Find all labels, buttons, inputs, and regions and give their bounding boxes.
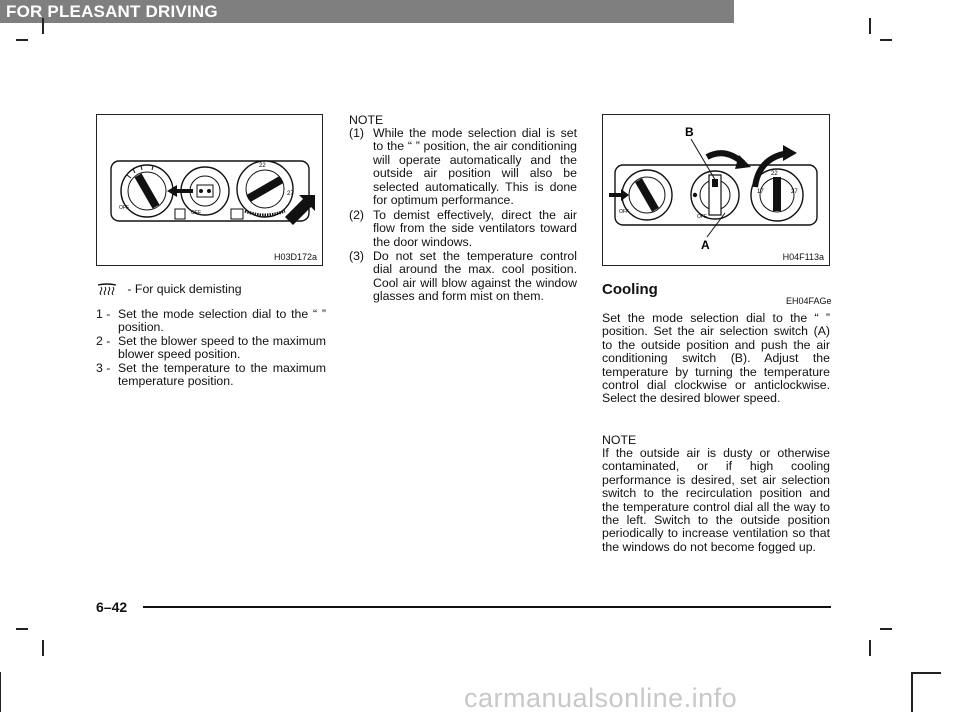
step-text: Set the mode selection dial to the “ ” position. xyxy=(118,307,326,335)
note-number: (2) xyxy=(349,208,365,222)
note-text: To demist effectively, direct the air flow from the side ventilators toward the door windows. xyxy=(373,208,577,249)
dial-label-off-2: OFF xyxy=(697,214,707,220)
crop-mark xyxy=(880,39,892,41)
page-number: 6–42 xyxy=(96,599,128,615)
note-text: While the mode selection dial is set to the “ ” position, the air conditioning will operate automatically and the outside air position will also be selected automatically. This is done for optimum performance. xyxy=(373,126,577,208)
dial-label-27: 27 xyxy=(287,191,294,197)
figure-label-b: B xyxy=(685,125,694,139)
figure-code: H04F113a xyxy=(782,252,824,262)
demist-legend-text: - For quick demisting xyxy=(127,282,242,296)
climate-control-panel-illustration xyxy=(97,115,322,265)
step-number: 1 - xyxy=(96,307,111,321)
dial-label-27: 27 xyxy=(791,189,798,195)
footer-rule xyxy=(143,606,831,608)
figure-label-a: A xyxy=(701,238,710,252)
windshield-demist-icon xyxy=(96,283,118,295)
dial-label-off: OFF xyxy=(119,205,129,211)
section-code: EH04FAGe xyxy=(786,296,832,306)
crop-mark xyxy=(911,672,913,712)
note-label: NOTE xyxy=(349,113,384,127)
section-header-title: FOR PLEASANT DRIVING xyxy=(6,2,218,21)
watermark: carmanualsonline.info xyxy=(464,683,738,713)
demisting-figure xyxy=(96,114,323,266)
climate-control-panel-illustration xyxy=(603,115,829,265)
dial-label-off-2: OFF xyxy=(191,210,201,216)
note-number: (3) xyxy=(349,249,365,263)
crop-mark xyxy=(869,640,871,656)
step-text: Set the blower speed to the maximum blower speed position. xyxy=(118,334,326,362)
cooling-note-text: If the outside air is dusty or otherwise contaminated, or if high cooling performance is desired, set air selection switch to the recirculation position and the temperature control dial all the way to the left. Switch to the outside position periodically to increase ventilation so that the windows do not become fogged up. xyxy=(602,446,830,554)
figure-code: H03D172a xyxy=(273,252,317,262)
step-number: 2 - xyxy=(96,334,111,348)
cooling-paragraph: Set the mode selection dial to the “ ” position. Set the air selection switch (A) to the outside position and push the air conditioning switch (B). Adjust the temperature by turning the temperature control dial clockwise or anticlockwise. Select the desired blower speed. xyxy=(602,311,830,406)
note-text: Do not set the temperature control dial around the max. cool position. Cool air will blow against the window glasses and form mist on them. xyxy=(373,249,577,304)
step-text: Set the temperature to the maximum temperature position. xyxy=(118,361,326,389)
dial-label-22: 22 xyxy=(771,171,778,177)
crop-mark xyxy=(880,628,892,630)
note-number: (1) xyxy=(349,126,365,140)
note-label: NOTE xyxy=(602,433,637,447)
crop-mark xyxy=(42,640,44,656)
crop-mark xyxy=(16,628,28,630)
dial-label-22: 22 xyxy=(259,163,266,169)
demist-legend xyxy=(96,283,326,296)
section-title: Cooling xyxy=(602,281,658,298)
section-header-bar xyxy=(0,0,734,23)
crop-mark xyxy=(16,39,28,41)
cooling-figure xyxy=(602,114,830,266)
step-number: 3 - xyxy=(96,361,111,375)
dial-label-off: OFF xyxy=(619,209,629,215)
crop-mark xyxy=(869,18,871,34)
crop-mark xyxy=(0,672,1,712)
crop-mark xyxy=(911,672,941,674)
dial-label-17: 17 xyxy=(757,189,764,195)
